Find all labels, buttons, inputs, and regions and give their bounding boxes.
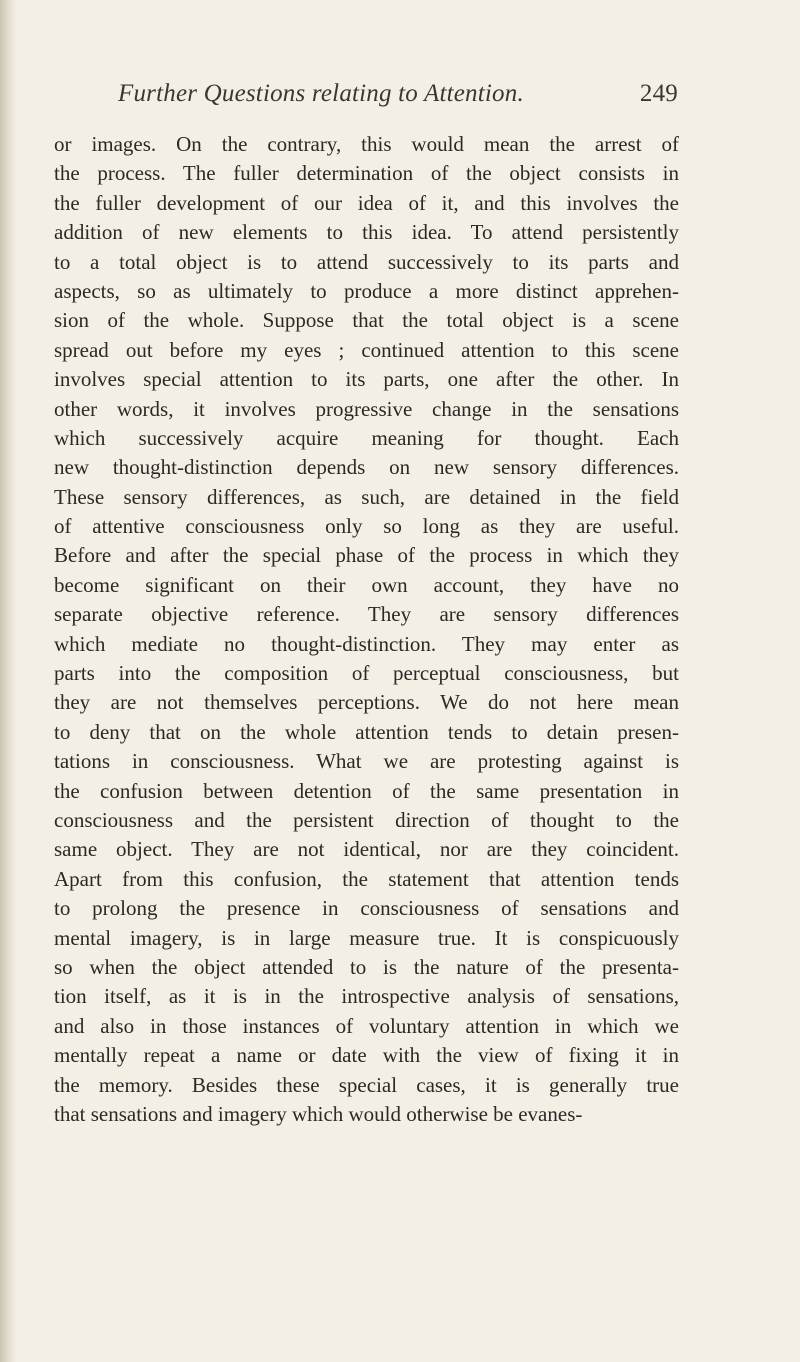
text-line: to prolong the presence in consciousness of sensations and (54, 896, 679, 921)
running-title: Further Questions relating to Attention. (118, 80, 524, 107)
text-line: involves special attention to its parts, one after the other. In (54, 367, 679, 392)
text-line: aspects, so as ultimately to produce a more distinct apprehen- (54, 278, 679, 303)
text-line: mentally repeat a name or date with the view of fixing it in (54, 1043, 679, 1068)
text-line: new thought-distinction depends on new sensory differences. (54, 455, 679, 480)
text-line: Apart from this confusion, the statement that attention tends (54, 866, 679, 891)
text-line: they are not themselves perceptions. We do not here mean (54, 690, 679, 715)
text-line: same object. They are not identical, nor are they coincident. (54, 837, 679, 862)
text-line: other words, it involves progressive change in the sensations (54, 396, 679, 421)
text-line: spread out before my eyes ; continued attention to this scene (54, 337, 679, 362)
text-line: and also in those instances of voluntary attention in which we (54, 1013, 679, 1038)
text-line: parts into the composition of perceptual consciousness, but (54, 661, 679, 686)
text-line: or images. On the contrary, this would mean the arrest of (54, 132, 679, 156)
text-line: tion itself, as it is in the introspective analysis of sensations, (54, 984, 679, 1009)
text-line: which mediate no thought-distinction. They may enter as (54, 631, 679, 656)
text-line: the confusion between detention of the same presentation in (54, 778, 679, 803)
text-line: to deny that on the whole attention tends to detain presen- (54, 719, 679, 744)
page-edge-shadow (0, 0, 16, 1362)
text-line: become significant on their own account, they have no (54, 572, 679, 597)
running-head (118, 76, 678, 116)
text-line: tations in consciousness. What we are protesting against is (54, 749, 679, 774)
text-line: the memory. Besides these special cases, it is generally true (54, 1072, 679, 1097)
text-line: consciousness and the persistent direction of thought to the (54, 807, 679, 832)
text-line: that sensations and imagery which would otherwise be evanes- (54, 1101, 583, 1126)
text-line: addition of new elements to this idea. To attend persistently (54, 220, 679, 245)
text-line: Before and after the special phase of the process in which they (54, 543, 679, 568)
text-line: the process. The fuller determination of the object consists in (54, 161, 679, 186)
text-line: mental imagery, is in large measure true. It is conspicuously (54, 925, 679, 950)
text-line: These sensory differences, as such, are detained in the field (54, 484, 679, 509)
text-line: the fuller development of our idea of it, and this involves the (54, 190, 679, 215)
text-line: of attentive consciousness only so long as they are useful. (54, 514, 679, 539)
page-number: 249 (639, 80, 678, 107)
text-line: which successively acquire meaning for thought. Each (54, 425, 679, 450)
text-line: so when the object attended to is the nature of the presenta- (54, 954, 679, 979)
text-line: to a total object is to attend successively to its parts and (54, 249, 679, 274)
text-line: separate objective reference. They are sensory differences (54, 602, 679, 627)
body-text (54, 130, 679, 1129)
text-line: sion of the whole. Suppose that the total object is a scene (54, 308, 679, 333)
